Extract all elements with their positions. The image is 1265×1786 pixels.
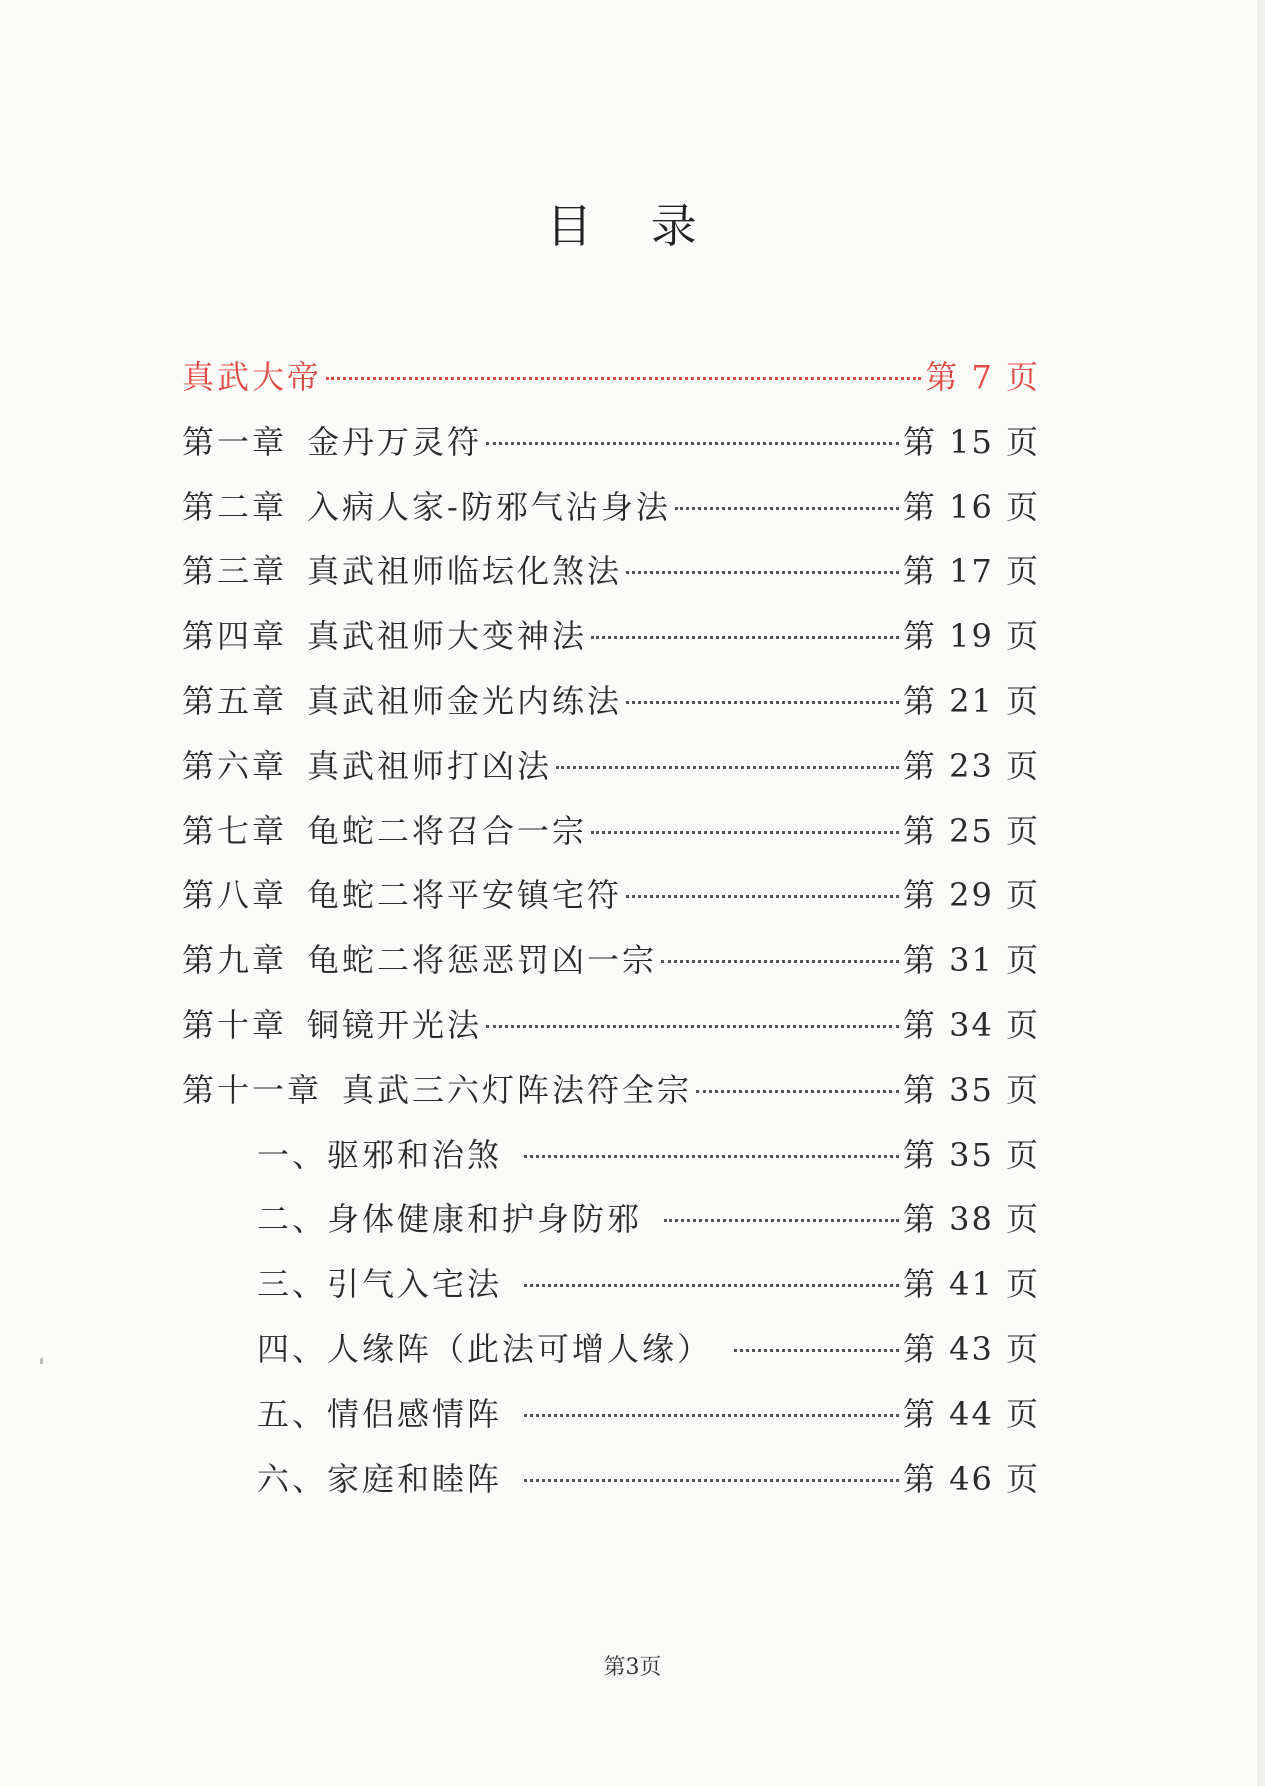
leader-dots	[661, 960, 899, 963]
toc-page-number: 第 44 页	[902, 1394, 1040, 1433]
toc-entry-title: 真武祖师金光内练法	[307, 681, 623, 720]
leader-dots	[524, 1414, 899, 1417]
toc-entry-title: 铜镜开光法	[307, 1005, 483, 1044]
toc-page-number: 第 38 页	[902, 1200, 1040, 1239]
toc-chapter-label: 第十章	[182, 1005, 288, 1044]
toc-page-number: 第 25 页	[902, 811, 1040, 850]
toc-subentry-title: 一、驱邪和治煞	[257, 1135, 503, 1174]
toc-subentry-title: 二、身体健康和护身防邪	[257, 1200, 643, 1239]
toc-subentry-title: 五、情侣感情阵	[257, 1394, 503, 1433]
toc-chapter-label: 第一章	[182, 422, 288, 461]
toc-entry[interactable]	[182, 410, 1040, 475]
toc-entry[interactable]	[182, 539, 1040, 604]
leader-dots	[486, 1025, 899, 1028]
leader-dots	[696, 1090, 899, 1093]
toc-subentry-title: 三、引气入宅法	[257, 1265, 503, 1304]
leader-dots	[556, 766, 899, 769]
toc-subentry[interactable]	[182, 1187, 1040, 1252]
table-of-contents	[182, 345, 1040, 1511]
toc-entry[interactable]	[182, 799, 1040, 864]
toc-entry[interactable]	[182, 928, 1040, 993]
toc-entry-title: 真武祖师临坛化煞法	[307, 552, 623, 591]
toc-entry[interactable]	[182, 669, 1040, 734]
leader-dots	[524, 1155, 899, 1158]
toc-chapter-label: 第五章	[182, 681, 288, 720]
toc-page-number: 第 21 页	[902, 681, 1040, 720]
toc-entry[interactable]	[182, 475, 1040, 540]
toc-chapter-label: 第十一章	[182, 1070, 323, 1109]
toc-entry-title: 真武祖师打凶法	[307, 746, 553, 785]
toc-subentry[interactable]	[182, 1447, 1040, 1512]
scan-speck	[40, 1358, 43, 1364]
leader-dots	[524, 1479, 899, 1482]
toc-page-number: 第 34 页	[902, 1005, 1040, 1044]
toc-subentry[interactable]	[182, 1252, 1040, 1317]
toc-entry-title: 真武大帝	[182, 358, 323, 396]
toc-entry-title: 龟蛇二将惩恶罚凶一宗	[307, 941, 658, 980]
toc-entry-title: 龟蛇二将召合一宗	[307, 811, 588, 850]
toc-page-number: 第 35 页	[902, 1135, 1040, 1174]
leader-dots	[734, 1349, 899, 1352]
toc-subentry[interactable]	[182, 1382, 1040, 1447]
toc-page-number: 第 31 页	[902, 941, 1040, 980]
page-footer-number: 第3页	[603, 1655, 662, 1680]
toc-subentry[interactable]	[182, 1123, 1040, 1188]
toc-entry[interactable]	[182, 345, 1040, 410]
leader-dots	[626, 701, 899, 704]
toc-page-number: 第 46 页	[902, 1459, 1040, 1498]
toc-subentry-title: 四、人缘阵（此法可增人缘）	[257, 1329, 713, 1368]
toc-chapter-label: 第四章	[182, 617, 288, 656]
toc-page-number: 第 35 页	[902, 1070, 1040, 1109]
toc-chapter-label: 第三章	[182, 552, 288, 591]
toc-page-number: 第 19 页	[902, 617, 1040, 656]
toc-entry-title: 真武三六灯阵法符全宗	[342, 1070, 693, 1109]
leader-dots	[675, 507, 899, 510]
toc-page-number: 第 29 页	[902, 876, 1040, 915]
leader-dots	[626, 571, 899, 574]
leader-dots	[591, 831, 899, 834]
page-edge	[1257, 0, 1265, 1786]
toc-subentry-title: 六、家庭和睦阵	[257, 1459, 503, 1498]
toc-chapter-label: 第二章	[182, 487, 288, 526]
toc-page-number: 第 41 页	[902, 1265, 1040, 1304]
toc-chapter-label: 第六章	[182, 746, 288, 785]
toc-entry-title: 入病人家-防邪气沾身法	[307, 487, 671, 526]
toc-entry-title: 金丹万灵符	[307, 422, 483, 461]
toc-chapter-label: 第八章	[182, 876, 288, 915]
toc-title: 目 录	[546, 199, 719, 253]
toc-entry[interactable]	[182, 993, 1040, 1058]
toc-page-number: 第 15 页	[902, 422, 1040, 461]
toc-entry[interactable]	[182, 863, 1040, 928]
toc-entry[interactable]	[182, 734, 1040, 799]
toc-entry-title: 真武祖师大变神法	[307, 617, 588, 656]
toc-chapter-label: 第九章	[182, 941, 288, 980]
leader-dots	[524, 1284, 899, 1287]
toc-page-number: 第 7 页	[925, 358, 1040, 396]
leader-dots	[626, 895, 899, 898]
toc-chapter-label: 第七章	[182, 811, 288, 850]
toc-page-number: 第 17 页	[902, 552, 1040, 591]
toc-subentry[interactable]	[182, 1317, 1040, 1382]
leader-dots	[591, 636, 899, 639]
leader-dots	[664, 1219, 899, 1222]
leader-dots	[486, 442, 899, 445]
toc-page-number: 第 43 页	[902, 1329, 1040, 1368]
toc-entry-title: 龟蛇二将平安镇宅符	[307, 876, 623, 915]
toc-entry[interactable]	[182, 604, 1040, 669]
leader-dots	[326, 377, 921, 380]
toc-page-number: 第 16 页	[902, 487, 1040, 526]
toc-page-number: 第 23 页	[902, 746, 1040, 785]
toc-entry[interactable]	[182, 1058, 1040, 1123]
